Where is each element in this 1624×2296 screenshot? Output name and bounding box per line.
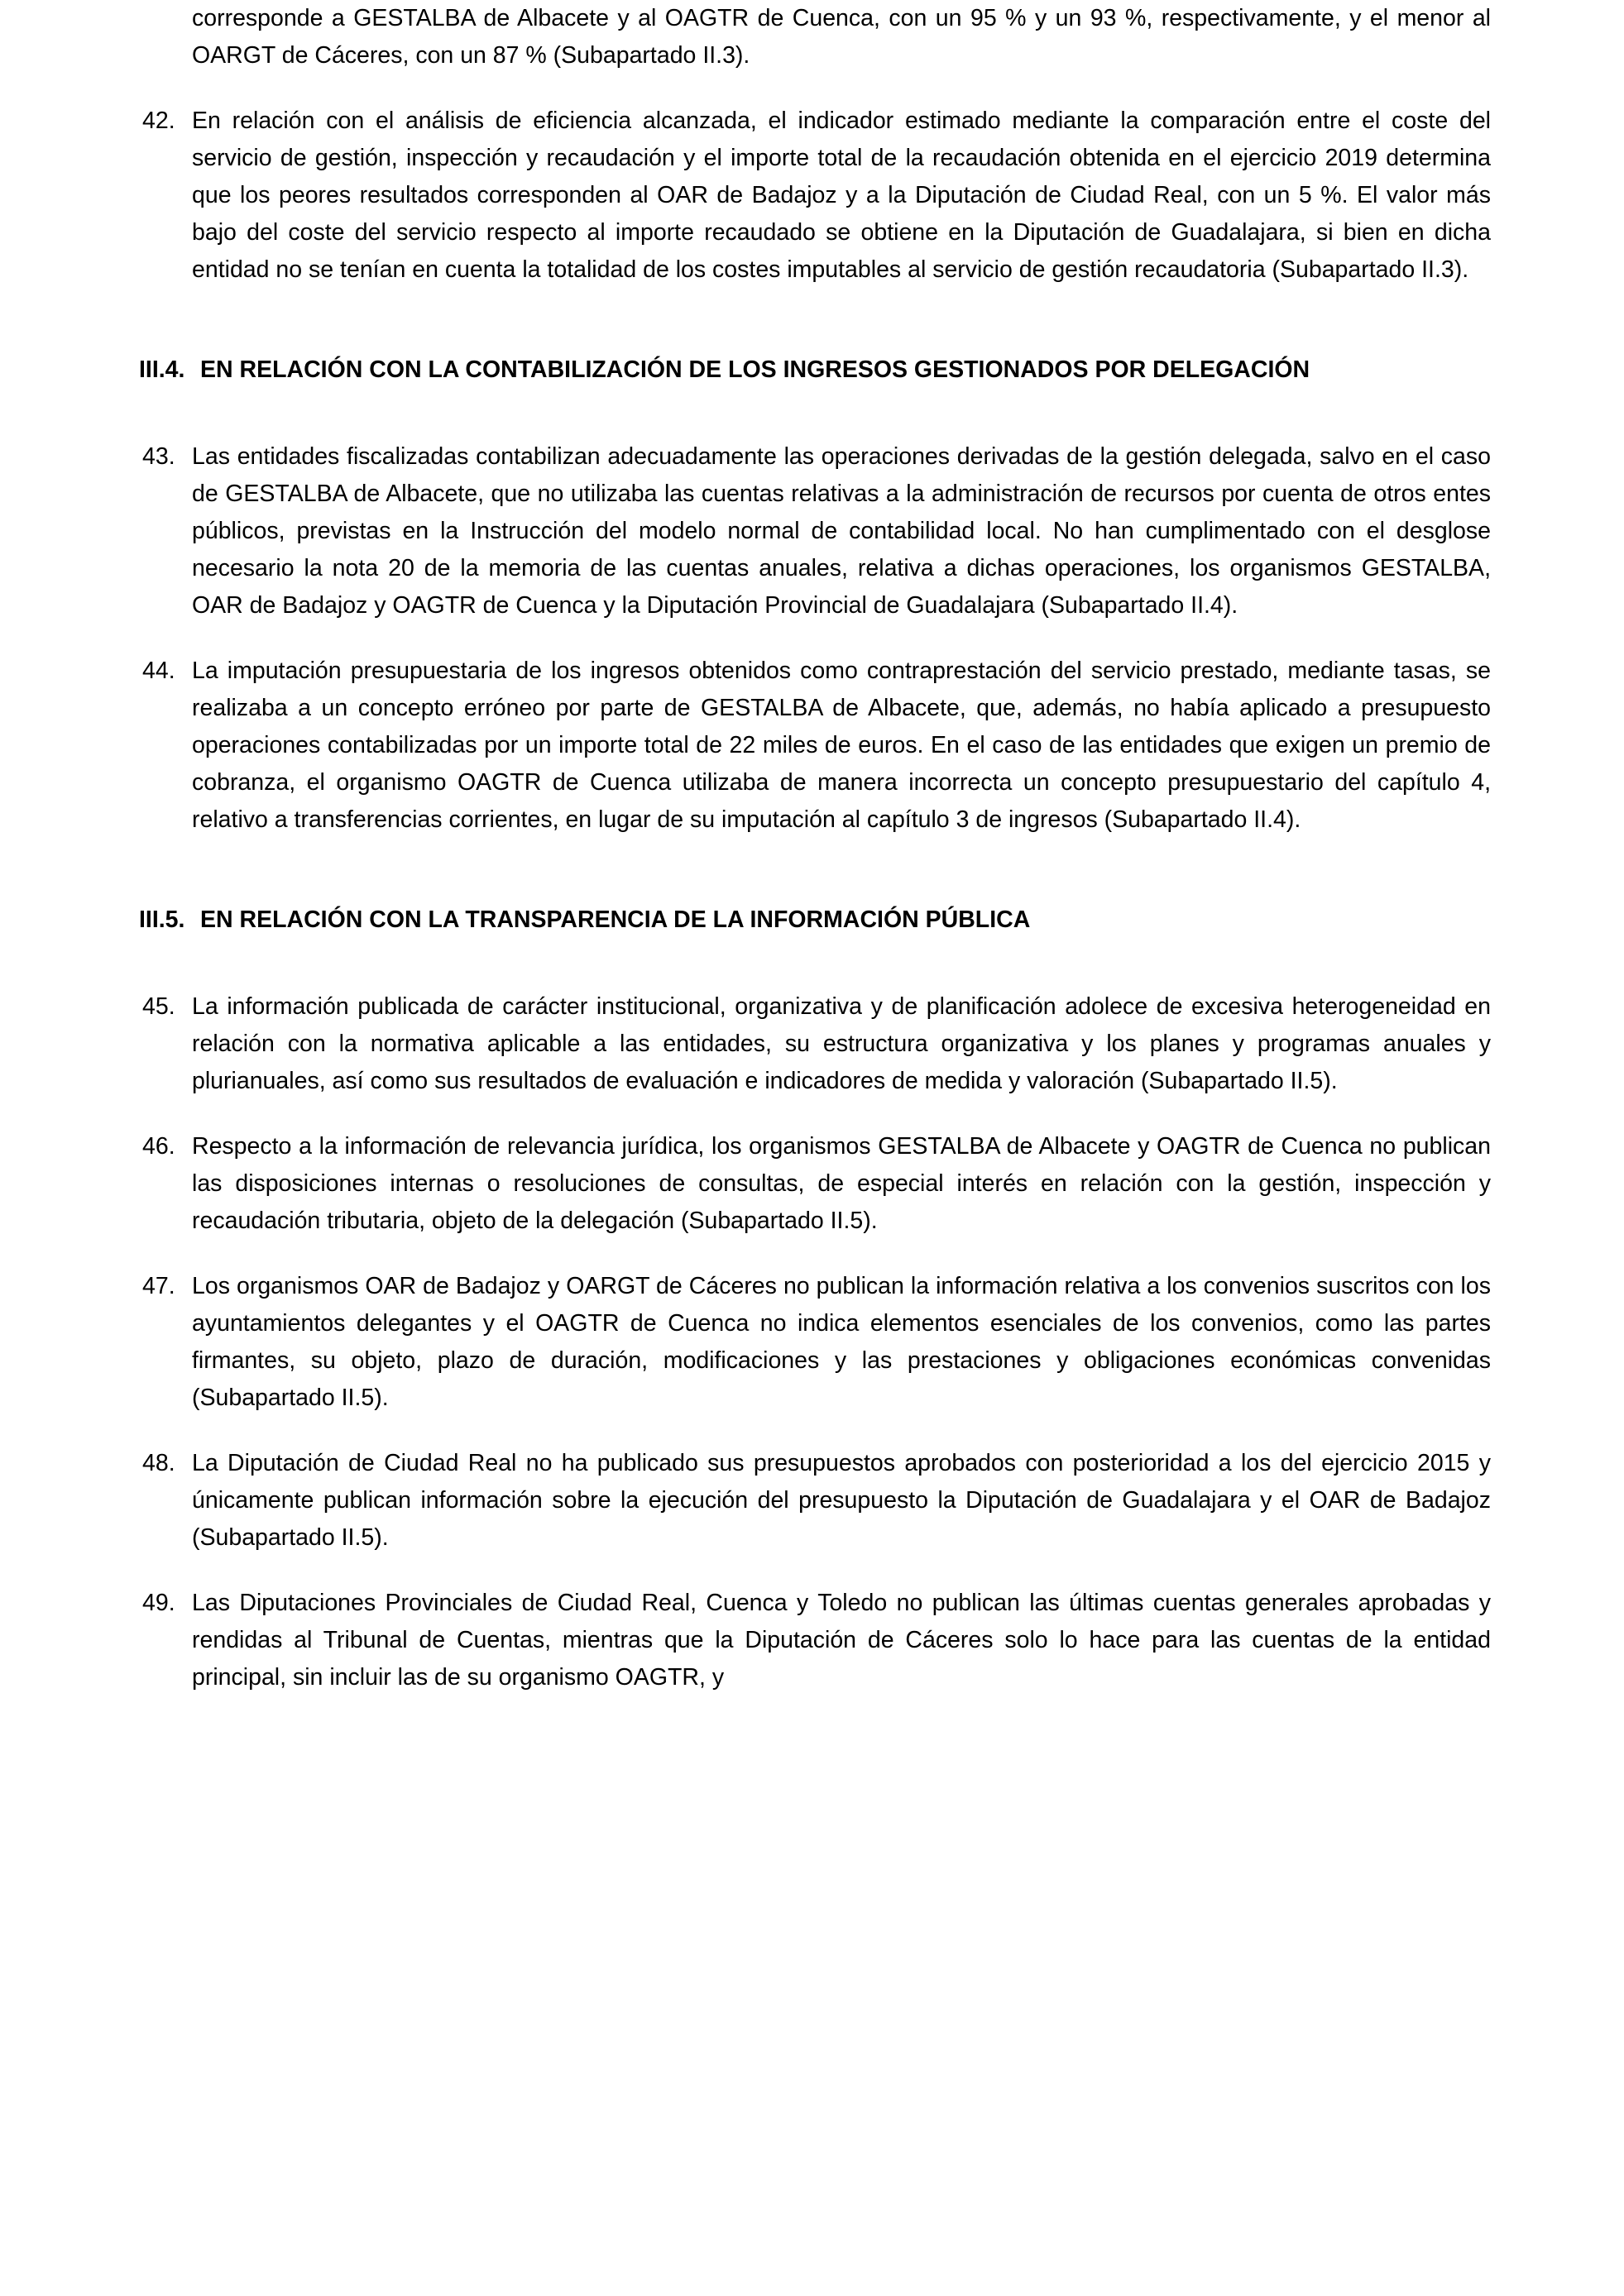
heading-iii-4 xyxy=(139,352,1491,389)
list-item-47 xyxy=(139,1268,1491,1417)
list-item-text: La Diputación de Ciudad Real no ha publicado sus presupuestos aprobados con posterioridad a los del ejercicio 2015 y únicamente publican información sobre la ejecución del presupuesto la Diputación de Guadalajara y el OAR de Badajoz (Subapartado II.5). xyxy=(192,1450,1491,1551)
paragraph-41-continuation: corresponde a GESTALBA de Albacete y al OAGTR de Cuenca, con un 95 % y un 93 %, respectivamente, y el menor al OARGT de Cáceres, con un 87 % (Subapartado II.3). xyxy=(192,5,1491,69)
heading-number: III.4. xyxy=(139,356,185,383)
list-item-text: La información publicada de carácter institucional, organizativa y de planificación adolece de excesiva heterogeneidad en relación con la normativa aplicable a las entidades, su estructura organizativa y los planes y programas anuales y plurianuales, así como sus resultados de evaluación e indicadores de medida y valoración (Subapartado II.5). xyxy=(192,993,1491,1094)
page-content xyxy=(139,0,1491,1696)
list-item-text: Los organismos OAR de Badajoz y OARGT de Cáceres no publican la información relativa a los convenios suscritos con los ayuntamientos delegantes y el OAGTR de Cuenca no indica elementos esenciales de los convenios, como las partes firmantes, su objeto, plazo de duración, modificaciones y las prestaciones y obligaciones económicas convenidas (Subapartado II.5). xyxy=(192,1273,1491,1411)
list-item-46 xyxy=(139,1128,1491,1240)
heading-title: EN RELACIÓN CON LA TRANSPARENCIA DE LA INFORMACIÓN PÚBLICA xyxy=(200,906,1031,933)
list-item-42 xyxy=(139,103,1491,289)
list-item-48 xyxy=(139,1445,1491,1557)
list-item-number: 47. xyxy=(142,1273,175,1299)
list-item-number: 42. xyxy=(142,108,175,134)
list-item-43 xyxy=(139,438,1491,624)
heading-number: III.5. xyxy=(139,906,185,933)
list-item-text: La imputación presupuestaria de los ingresos obtenidos como contraprestación del servicio prestado, mediante tasas, se realizaba a un concepto erróneo por parte de GESTALBA de Albacete, que, además, no había aplicado a presupuesto operaciones contabilizadas por un importe total de 22 miles de euros. En el caso de las entidades que exigen un premio de cobranza, el organismo OAGTR de Cuenca utilizaba de manera incorrecta un concepto presupuestario del capítulo 4, relativo a transferencias corrientes, en lugar de su imputación al capítulo 3 de ingresos (Subapartado II.4). xyxy=(192,658,1491,833)
list-item-45 xyxy=(139,988,1491,1100)
heading-spacer xyxy=(139,389,1491,410)
list-item-number: 45. xyxy=(142,993,175,1020)
list-item-text: Las Diputaciones Provinciales de Ciudad Real, Cuenca y Toledo no publican las últimas cuentas generales aprobadas y rendidas al Tribunal de Cuentas, mientras que la Diputación de Cáceres solo lo hace para las cuentas de la entidad principal, sin incluir las de su organismo OAGTR, y xyxy=(192,1590,1491,1691)
list-item-49 xyxy=(139,1585,1491,1696)
list-item-text: Respecto a la información de relevancia jurídica, los organismos GESTALBA de Albacete y OAGTR de Cuenca no publican las disposiciones internas o resoluciones de consultas, de especial interés en relación con la gestión, inspección y recaudación tributaria, objeto de la delegación (Subapartado II.5). xyxy=(192,1133,1491,1234)
list-item-44 xyxy=(139,653,1491,839)
heading-title: EN RELACIÓN CON LA CONTABILIZACIÓN DE LOS INGRESOS GESTIONADOS POR DELEGACIÓN xyxy=(200,356,1310,383)
list-item-number: 46. xyxy=(142,1133,175,1160)
heading-iii-5 xyxy=(139,902,1491,939)
list-item-number: 48. xyxy=(142,1450,175,1476)
list-item-text: En relación con el análisis de eficiencia alcanzada, el indicador estimado mediante la comparación entre el coste del servicio de gestión, inspección y recaudación y el importe total de la recaudación obtenida en el ejercicio 2019 determina que los peores resultados corresponden al OAR de Badajoz y a la Diputación de Ciudad Real, con un 5 %. El valor más bajo del coste del servicio respecto al importe recaudado se obtiene en la Diputación de Guadalajara, si bien en dicha entidad no se tenían en cuenta la totalidad de los costes imputables al servicio de gestión recaudatoria (Subapartado II.3). xyxy=(192,108,1491,283)
list-item-number: 43. xyxy=(142,443,175,470)
list-item-number: 44. xyxy=(142,658,175,684)
heading-spacer xyxy=(139,939,1491,960)
list-item-text: Las entidades fiscalizadas contabilizan adecuadamente las operaciones derivadas de la gestión delegada, salvo en el caso de GESTALBA de Albacete, que no utilizaba las cuentas relativas a la administración de recursos por cuenta de otros entes públicos, previstas en la Instrucción del modelo normal de contabilidad local. No han cumplimentado con el desglose necesario la nota 20 de la memoria de las cuentas anuales, relativa a dichas operaciones, los organismos GESTALBA, OAR de Badajoz y OAGTR de Cuenca y la Diputación Provincial de Guadalajara (Subapartado II.4). xyxy=(192,443,1491,619)
list-item-number: 49. xyxy=(142,1590,175,1616)
